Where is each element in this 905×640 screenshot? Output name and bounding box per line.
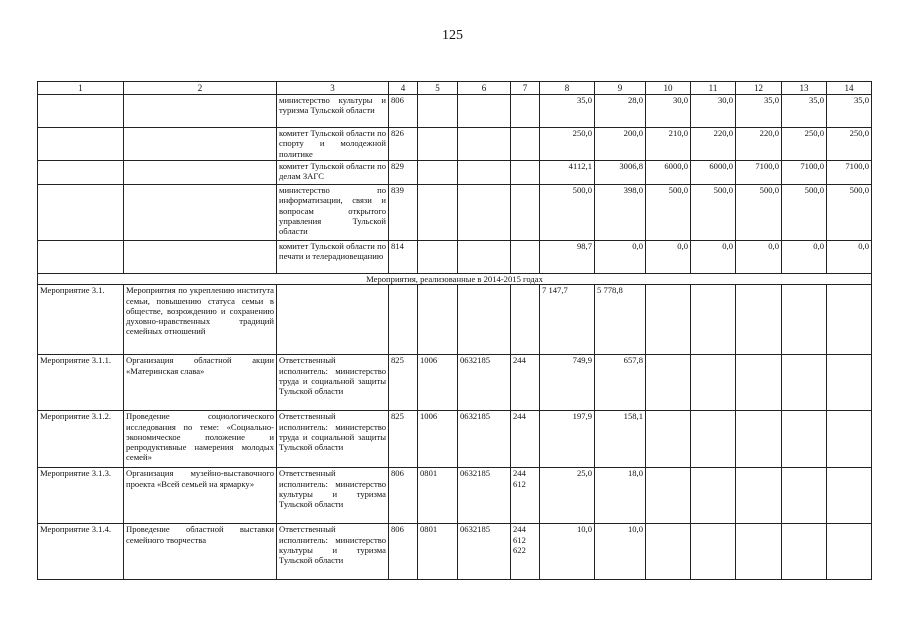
column-header: 9 xyxy=(595,82,646,95)
expense-type-cell: 244 xyxy=(511,411,540,468)
page-number: 125 xyxy=(442,28,463,43)
value-cell: 25,0 xyxy=(540,468,595,524)
measure-code-cell: Мероприятие 3.1.1. xyxy=(38,355,124,411)
column-header: 11 xyxy=(691,82,736,95)
value-cell: 10,0 xyxy=(540,524,595,580)
column-header: 10 xyxy=(646,82,691,95)
measure-name-cell: Проведение социологического исследования по теме: «Социально-экономическое положение и репродуктивные намерения молодых семей» xyxy=(124,411,277,468)
measure-code-cell: Мероприятие 3.1.2. xyxy=(38,411,124,468)
executor-cell: комитет Тульской области по делам ЗАГС xyxy=(277,161,389,185)
column-header: 3 xyxy=(277,82,389,95)
grbs-code-cell: 806 xyxy=(389,95,418,128)
measure-name-cell: Мероприятия по укреплению института семьи, повышению статуса семьи в обществе, возрождению и сохранению духовно-нравственных традиций семейных отношений xyxy=(124,285,277,355)
measure-name-cell: Проведение областной выставки семейного творчества xyxy=(124,524,277,580)
value-cell: 35,0 xyxy=(827,95,872,128)
value-cell: 35,0 xyxy=(540,95,595,128)
grbs-code-cell: 829 xyxy=(389,161,418,185)
value-cell: 210,0 xyxy=(646,128,691,161)
measure-code-cell: Мероприятие 3.1.3. xyxy=(38,468,124,524)
value-cell: 4112,1 xyxy=(540,161,595,185)
target-code-cell: 0632185 xyxy=(458,355,511,411)
column-header: 2 xyxy=(124,82,277,95)
table-row xyxy=(38,355,872,411)
expense-type-cell: 244 612 xyxy=(511,468,540,524)
table-row xyxy=(38,95,872,128)
section-code-cell: 1006 xyxy=(418,411,458,468)
measure-code-cell: Мероприятие 3.1. xyxy=(38,285,124,355)
value-cell: 7 147,7 xyxy=(540,285,595,355)
value-cell: 18,0 xyxy=(595,468,646,524)
section-row xyxy=(38,274,872,285)
table-row xyxy=(38,411,872,468)
value-cell: 0,0 xyxy=(691,241,736,274)
value-cell: 500,0 xyxy=(736,185,782,241)
table-row xyxy=(38,468,872,524)
target-code-cell: 0632185 xyxy=(458,468,511,524)
executor-cell: министерство по информатизации, связи и вопросам открытого управления Тульской области xyxy=(277,185,389,241)
table-row xyxy=(38,524,872,580)
value-cell: 35,0 xyxy=(736,95,782,128)
section-code-cell: 0801 xyxy=(418,524,458,580)
value-cell: 6000,0 xyxy=(691,161,736,185)
executor-cell: комитет Тульской области по печати и телерадиовещанию xyxy=(277,241,389,274)
target-code-cell: 0632185 xyxy=(458,524,511,580)
grbs-code-cell: 826 xyxy=(389,128,418,161)
value-cell: 5 778,8 xyxy=(595,285,646,355)
target-code-cell: 0632185 xyxy=(458,411,511,468)
value-cell: 10,0 xyxy=(595,524,646,580)
value-cell: 500,0 xyxy=(691,185,736,241)
value-cell: 200,0 xyxy=(595,128,646,161)
header-row xyxy=(38,82,872,95)
value-cell: 28,0 xyxy=(595,95,646,128)
expense-type-cell xyxy=(511,285,540,355)
value-cell: 398,0 xyxy=(595,185,646,241)
measure-code-cell: Мероприятие 3.1.4. xyxy=(38,524,124,580)
value-cell: 500,0 xyxy=(827,185,872,241)
budget-table xyxy=(37,81,872,580)
table-row xyxy=(38,241,872,274)
value-cell: 30,0 xyxy=(646,95,691,128)
value-cell: 7100,0 xyxy=(827,161,872,185)
grbs-code-cell: 825 xyxy=(389,355,418,411)
column-header: 5 xyxy=(418,82,458,95)
value-cell: 250,0 xyxy=(827,128,872,161)
grbs-code-cell: 825 xyxy=(389,411,418,468)
expense-type-cell: 244 xyxy=(511,355,540,411)
column-header: 13 xyxy=(782,82,827,95)
value-cell: 197,9 xyxy=(540,411,595,468)
section-title: Мероприятия, реализованные в 2014-2015 годах xyxy=(38,274,872,285)
value-cell: 3006,8 xyxy=(595,161,646,185)
expense-type-cell: 244 612 622 xyxy=(511,524,540,580)
value-cell: 35,0 xyxy=(782,95,827,128)
value-cell: 250,0 xyxy=(782,128,827,161)
section-code-cell xyxy=(418,285,458,355)
value-cell: 657,8 xyxy=(595,355,646,411)
column-header: 7 xyxy=(511,82,540,95)
executor-cell: комитет Тульской области по спорту и молодежной политике xyxy=(277,128,389,161)
value-cell: 220,0 xyxy=(691,128,736,161)
value-cell: 500,0 xyxy=(646,185,691,241)
value-cell: 6000,0 xyxy=(646,161,691,185)
executor-cell: Ответственный исполнитель: министерство культуры и туризма Тульской области xyxy=(277,468,389,524)
value-cell: 0,0 xyxy=(736,241,782,274)
value-cell: 0,0 xyxy=(827,241,872,274)
grbs-code-cell: 839 xyxy=(389,185,418,241)
grbs-code-cell xyxy=(389,285,418,355)
measure-name-cell: Организация областной акции «Материнская слава» xyxy=(124,355,277,411)
value-cell: 749,9 xyxy=(540,355,595,411)
table-row xyxy=(38,285,872,355)
executor-cell: Ответственный исполнитель: министерство культуры и туризма Тульской области xyxy=(277,524,389,580)
column-header: 1 xyxy=(38,82,124,95)
column-header: 8 xyxy=(540,82,595,95)
executor-cell: министерство культуры и туризма Тульской области xyxy=(277,95,389,128)
value-cell: 250,0 xyxy=(540,128,595,161)
executor-cell xyxy=(277,285,389,355)
value-cell: 30,0 xyxy=(691,95,736,128)
grbs-code-cell: 806 xyxy=(389,524,418,580)
value-cell: 0,0 xyxy=(782,241,827,274)
value-cell: 7100,0 xyxy=(782,161,827,185)
value-cell: 98,7 xyxy=(540,241,595,274)
table-row xyxy=(38,185,872,241)
value-cell: 0,0 xyxy=(646,241,691,274)
column-header: 4 xyxy=(389,82,418,95)
value-cell: 500,0 xyxy=(540,185,595,241)
value-cell: 0,0 xyxy=(595,241,646,274)
value-cell: 158,1 xyxy=(595,411,646,468)
section-code-cell: 0801 xyxy=(418,468,458,524)
grbs-code-cell: 814 xyxy=(389,241,418,274)
target-code-cell xyxy=(458,285,511,355)
table-row xyxy=(38,128,872,161)
measure-name-cell: Организация музейно-выставочного проекта «Всей семьей на ярмарку» xyxy=(124,468,277,524)
value-cell: 7100,0 xyxy=(736,161,782,185)
table-row xyxy=(38,161,872,185)
executor-cell: Ответственный исполнитель: министерство труда и социальной защиты Тульской области xyxy=(277,411,389,468)
executor-cell: Ответственный исполнитель: министерство труда и социальной защиты Тульской области xyxy=(277,355,389,411)
grbs-code-cell: 806 xyxy=(389,468,418,524)
value-cell: 220,0 xyxy=(736,128,782,161)
column-header: 6 xyxy=(458,82,511,95)
column-header: 14 xyxy=(827,82,872,95)
column-header: 12 xyxy=(736,82,782,95)
section-code-cell: 1006 xyxy=(418,355,458,411)
value-cell: 500,0 xyxy=(782,185,827,241)
